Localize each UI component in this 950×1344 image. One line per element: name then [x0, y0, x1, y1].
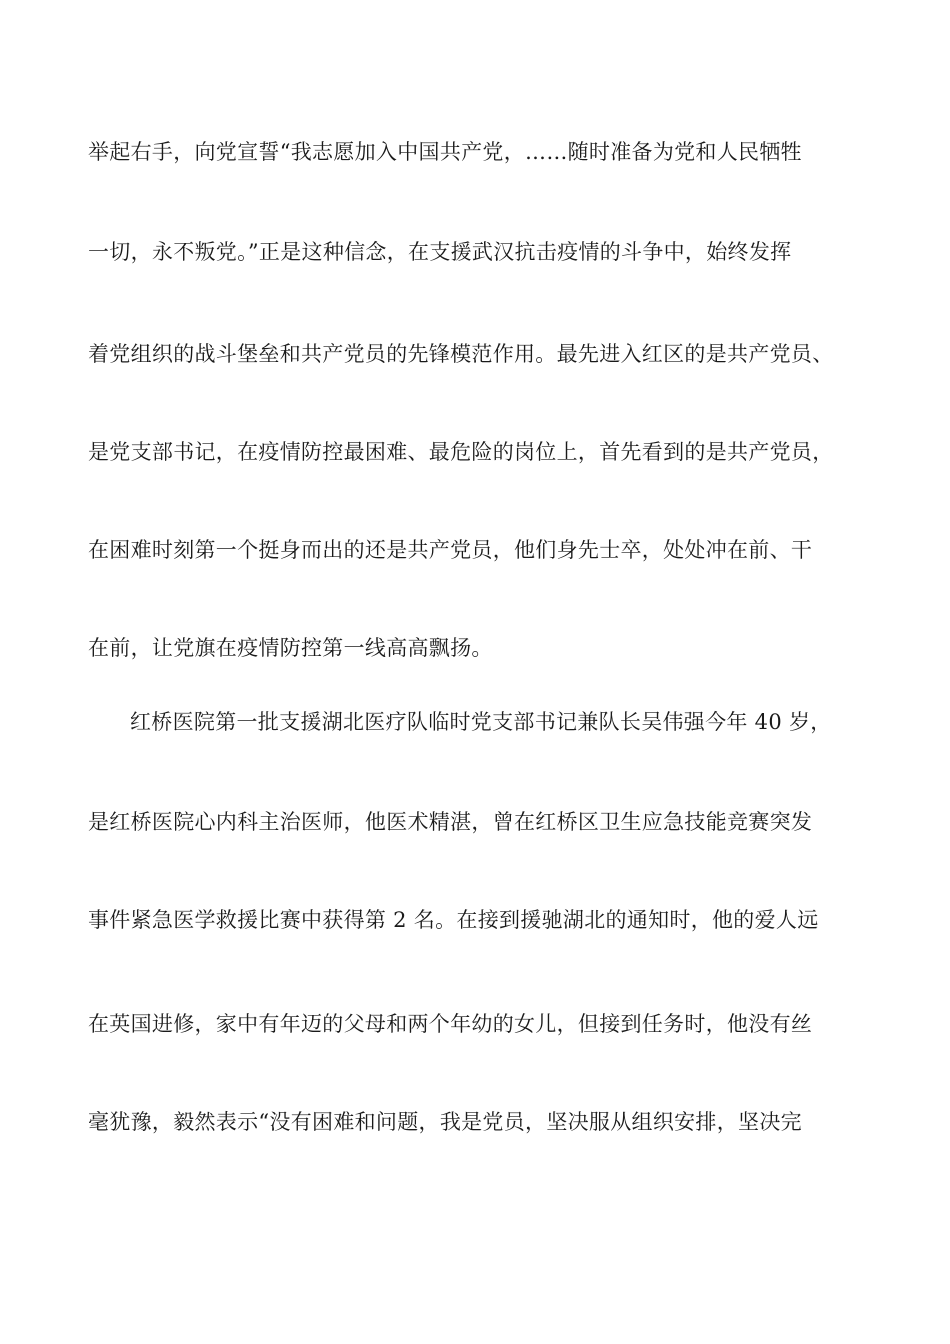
text-line: 在前，让党旗在疫情防控第一线高高飘扬。 — [88, 636, 493, 660]
paragraph-first-line: 红桥医院第一批支援湖北医疗队临时党支部书记兼队长吴伟强今年 40 岁， — [130, 710, 832, 734]
text-line: 毫犹豫，毅然表示“没有困难和问题，我是党员，坚决服从组织安排，坚决完 — [88, 1110, 802, 1134]
text-line: 是红桥医院心内科主治医师，他医术精湛，曾在红桥区卫生应急技能竞赛突发 — [88, 810, 813, 834]
text-line: 事件紧急医学救援比赛中获得第 2 名。在接到援驰湖北的通知时，他的爱人远 — [88, 908, 819, 932]
text-line: 一切，永不叛党。”正是这种信念，在支援武汉抗击疫情的斗争中，始终发挥 — [88, 240, 792, 264]
text-line: 着党组织的战斗堡垒和共产党员的先锋模范作用。最先进入红区的是共产党员、 — [88, 342, 834, 366]
text-line: 举起右手，向党宣誓“我志愿加入中国共产党，……随时准备为党和人民牺牲 — [88, 140, 802, 164]
text-line: 是党支部书记，在疫情防控最困难、最危险的岗位上，首先看到的是共产党员， — [88, 440, 834, 464]
text-line: 在困难时刻第一个挺身而出的还是共产党员，他们身先士卒，处处冲在前、干 — [88, 538, 813, 562]
text-line: 在英国进修，家中有年迈的父母和两个年幼的女儿，但接到任务时，他没有丝 — [88, 1012, 813, 1036]
